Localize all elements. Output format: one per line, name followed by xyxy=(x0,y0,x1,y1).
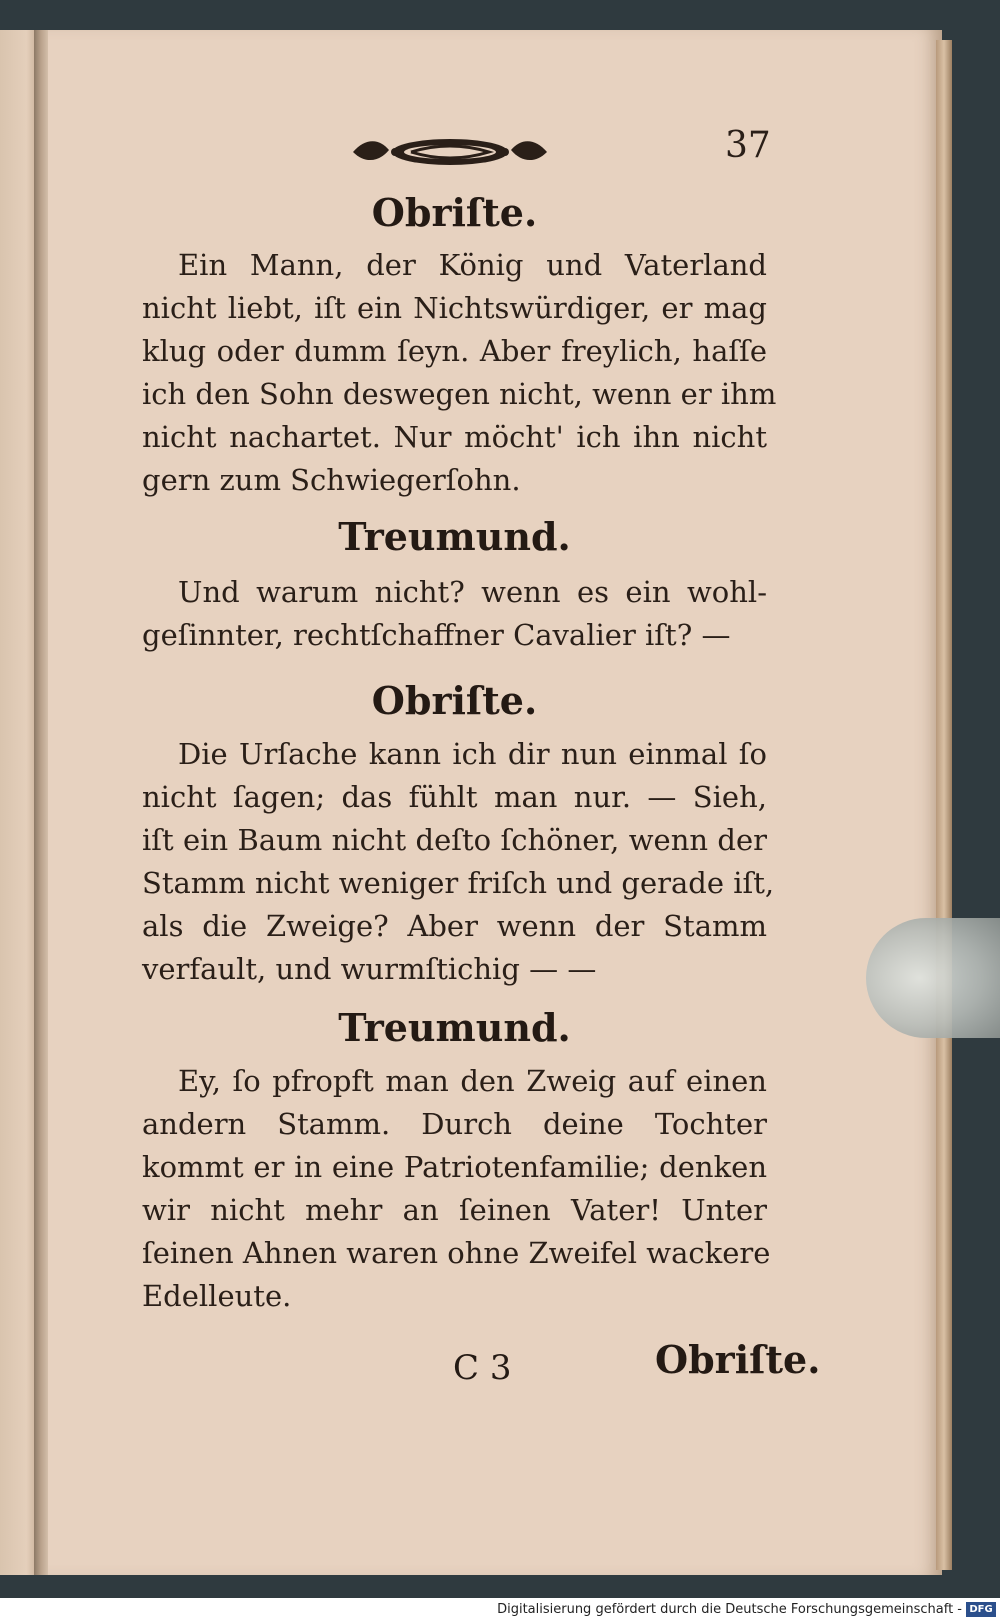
ornament-icon xyxy=(345,132,555,172)
signature-mark: C 3 xyxy=(453,1348,512,1388)
text-line: iſt ein Baum nicht deſto ſchöner, wenn der xyxy=(142,823,767,857)
text-line: nicht liebt, iſt ein Nichtswürdiger, er mag xyxy=(142,291,767,325)
speaker-heading: Treumund. xyxy=(338,514,571,559)
page-fore-edge xyxy=(936,40,952,1570)
text-line: Ein Mann, der König und Vaterland xyxy=(178,248,767,282)
text-line: geſinnter, rechtſchaffner Cavalier iſt? — xyxy=(142,618,731,652)
text-line: wir nicht mehr an ſeinen Vater! Unter xyxy=(142,1193,767,1227)
page-number: 37 xyxy=(725,125,771,166)
text-line: verfault, und wurmſtichig — — xyxy=(142,952,597,986)
text-line: Ey, ſo pfropft man den Zweig auf einen xyxy=(178,1064,767,1098)
text-line: Edelleute. xyxy=(142,1279,292,1313)
dfg-logo-icon: DFG xyxy=(966,1602,996,1617)
text-line: Stamm nicht weniger friſch und gerade iſt, xyxy=(142,866,775,900)
speech-paragraph xyxy=(142,244,777,502)
speaker-heading: Obriſte. xyxy=(371,190,538,235)
text-line: nicht ſagen; das fühlt man nur. — Sieh, xyxy=(142,780,767,814)
catchword: Obriſte. xyxy=(655,1337,821,1382)
speaker-heading: Obriſte. xyxy=(371,678,538,723)
text-line: ich den Sohn deswegen nicht, wenn er ihm xyxy=(142,377,777,411)
text-line: als die Zweige? Aber wenn der Stamm xyxy=(142,909,767,943)
text-line: nicht nachartet. Nur möcht' ich ihn nicht xyxy=(142,420,767,454)
text-line: klug oder dumm ſeyn. Aber freylich, haſſe xyxy=(142,334,767,368)
speech-paragraph xyxy=(142,571,767,657)
text-line: gern zum Schwiegerſohn. xyxy=(142,463,521,497)
speech-paragraph xyxy=(142,1060,771,1318)
page-clip xyxy=(866,918,1000,1038)
footer-credit: Digitalisierung gefördert durch die Deutsche Forschungsgemeinschaft - xyxy=(497,1602,962,1617)
text-line: kommt er in eine Patriotenfamilie; denken xyxy=(142,1150,767,1184)
book-gutter xyxy=(34,30,48,1575)
text-line: Und warum nicht? wenn es ein wohl- xyxy=(178,575,767,609)
speaker-heading: Treumund. xyxy=(338,1005,571,1050)
text-line: Die Urſache kann ich dir nun einmal ſo xyxy=(178,737,767,771)
speech-paragraph xyxy=(142,733,775,991)
text-line: ſeinen Ahnen waren ohne Zweifel wackere xyxy=(142,1236,771,1270)
left-page-edge xyxy=(0,30,38,1575)
text-line: andern Stamm. Durch deine Tochter xyxy=(142,1107,767,1141)
